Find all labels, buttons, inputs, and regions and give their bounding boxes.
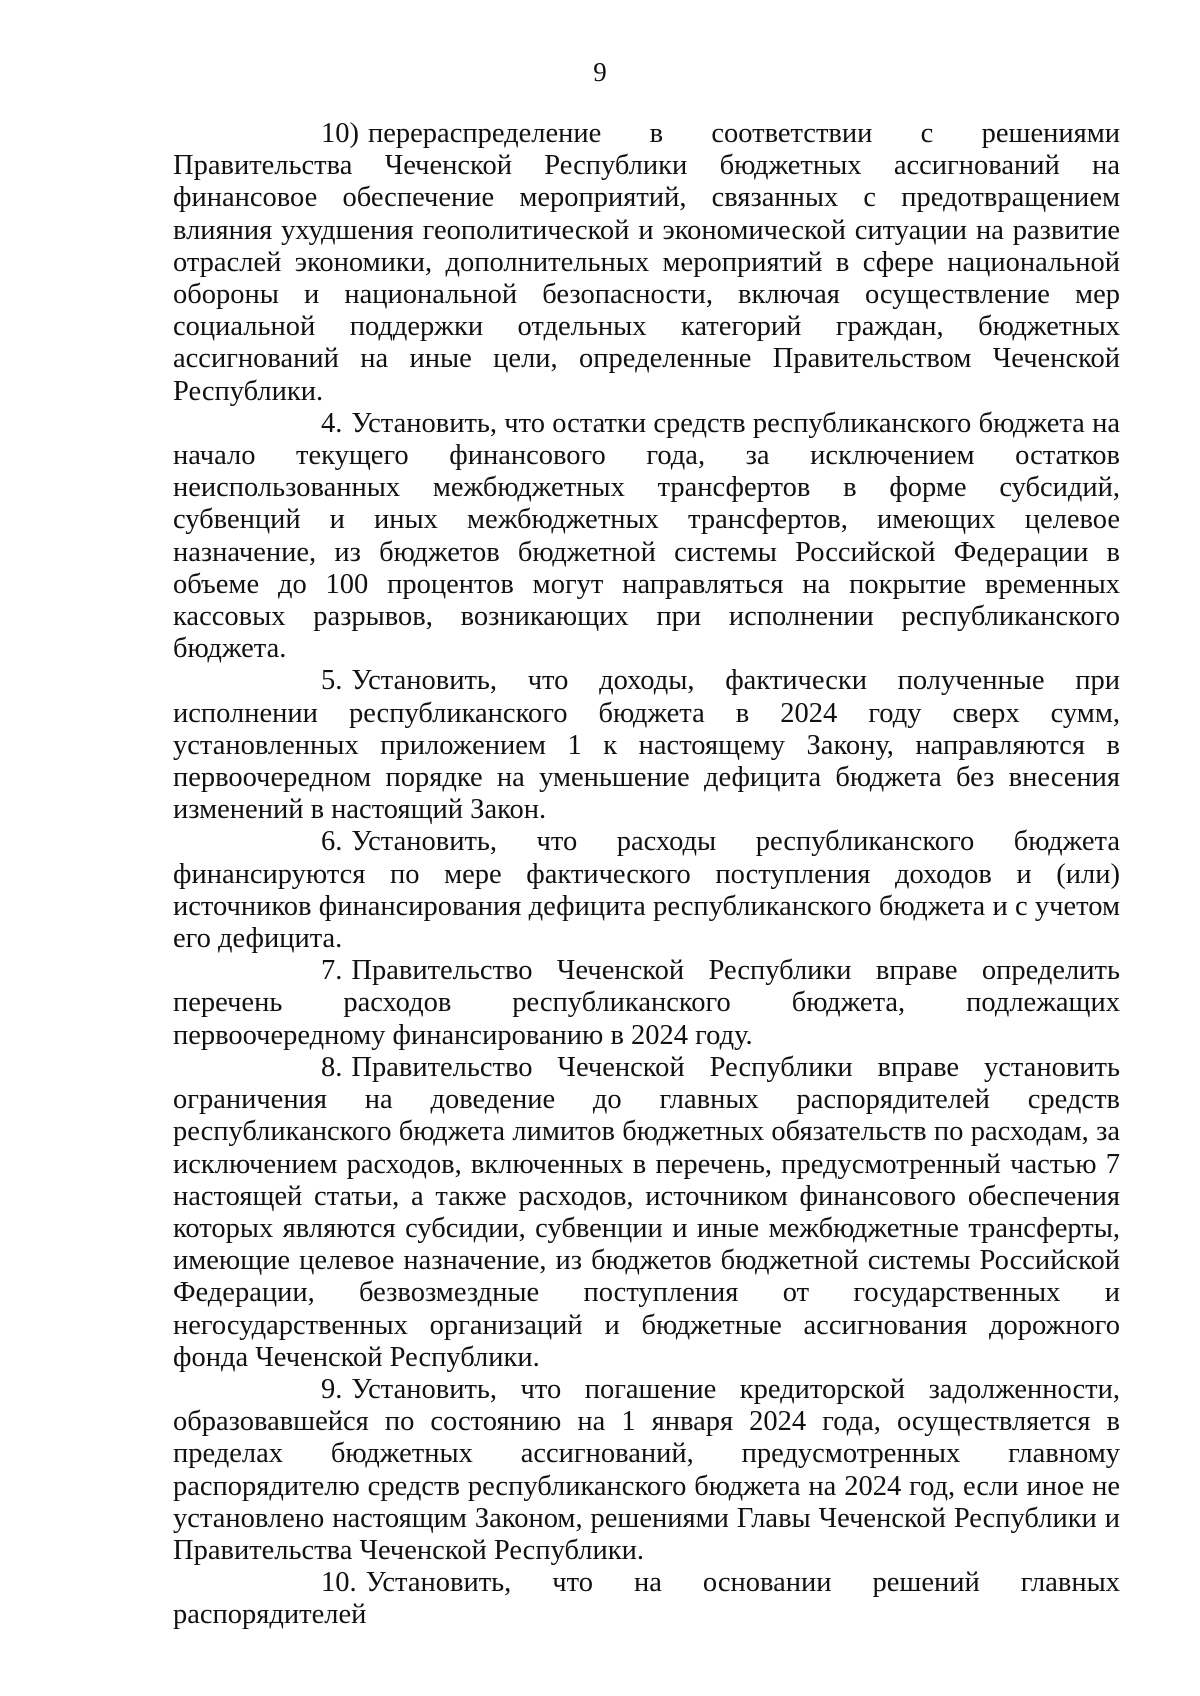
paragraph-number: 4.: [321, 407, 343, 439]
paragraph-text: Установить, что на основании решений главных распорядителей: [173, 1567, 1120, 1631]
paragraph-number: 6.: [321, 826, 343, 858]
paragraph-subitem-10: [173, 118, 1120, 408]
paragraph-part-9: [173, 1374, 1120, 1567]
paragraph-number: 10.: [321, 1567, 357, 1599]
paragraph-part-8: [173, 1052, 1120, 1374]
paragraph-part-10: [173, 1567, 1120, 1631]
page-number: 9: [593, 57, 607, 87]
paragraph-text: Правительство Чеченской Республики вправе определить перечень расходов республиканского бюджета, подлежащих первоочередному финансированию в 2024 году.: [173, 955, 1120, 1051]
document-body: [173, 118, 1120, 1632]
paragraph-number: 5.: [321, 665, 343, 697]
paragraph-part-6: [173, 826, 1120, 955]
paragraph-text: Правительство Чеченской Республики вправе установить ограничения на доведение до главных распорядителей средств республиканского бюджета лимитов бюджетных обязательств по расходам, за исключением расходов, включенных в перечень, предусмотренный частью 7 настоящей статьи, а также расходов, источником финансового обеспечения которых являются субсидии, субвенции и иные межбюджетные трансферты, имеющие целевое назначение, из бюджетов бюджетной системы Российской Федерации, безвозмездные поступления от государственных и негосударственных организаций и бюджетные ассигнования дорожного фонда Чеченской Республики.: [173, 1051, 1120, 1373]
paragraph-text: Установить, что остатки средств республиканского бюджета на начало текущего финансового года, за исключением остатков неиспользованных межбюджетных трансфертов в форме субсидий, субвенций и иных межбюджетных трансфертов, имеющих целевое назначение, из бюджетов бюджетной системы Российской Федерации в объеме до 100 процентов могут направляться на покрытие временных кассовых разрывов, возникающих при исполнении республиканского бюджета.: [173, 407, 1120, 665]
paragraph-text: перераспределение в соответствии с решениями Правительства Чеченской Республики бюджетных ассигнований на финансовое обеспечение мероприятий, связанных с предотвращением влияния ухудшения геополитической и экономической ситуации на развитие отраслей экономики, дополнительных мероприятий в сфере национальной обороны и национальной безопасности, включая осуществление мер социальной поддержки отдельных категорий граждан, бюджетных ассигнований на иные цели, определенные Правительством Чеченской Республики.: [173, 118, 1120, 407]
paragraph-part-7: [173, 955, 1120, 1052]
paragraph-number: 9.: [321, 1373, 343, 1405]
paragraph-text: Установить, что расходы республиканского бюджета финансируются по мере фактического поступления доходов и (или) источников финансирования дефицита республиканского бюджета и с учетом его дефицита.: [173, 826, 1120, 955]
paragraph-number: 10): [321, 118, 359, 149]
paragraph-number: 8.: [321, 1051, 343, 1083]
paragraph-part-5: [173, 665, 1120, 826]
paragraph-part-4: [173, 408, 1120, 666]
paragraph-text: Установить, что погашение кредиторской задолженности, образовавшейся по состоянию на 1 января 2024 года, осуществляется в пределах бюджетных ассигнований, предусмотренных главному распорядителю средств республиканского бюджета на 2024 год, если иное не установлено настоящим Законом, решениями Главы Чеченской Республики и Правительства Чеченской Республики.: [173, 1373, 1120, 1566]
paragraph-number: 7.: [321, 955, 343, 987]
paragraph-text: Установить, что доходы, фактически полученные при исполнении республиканского бюджета в 2024 году сверх сумм, установленных приложением 1 к настоящему Закону, направляются в первоочередном порядке на уменьшение дефицита бюджета без внесения изменений в настоящий Закон.: [173, 665, 1120, 826]
